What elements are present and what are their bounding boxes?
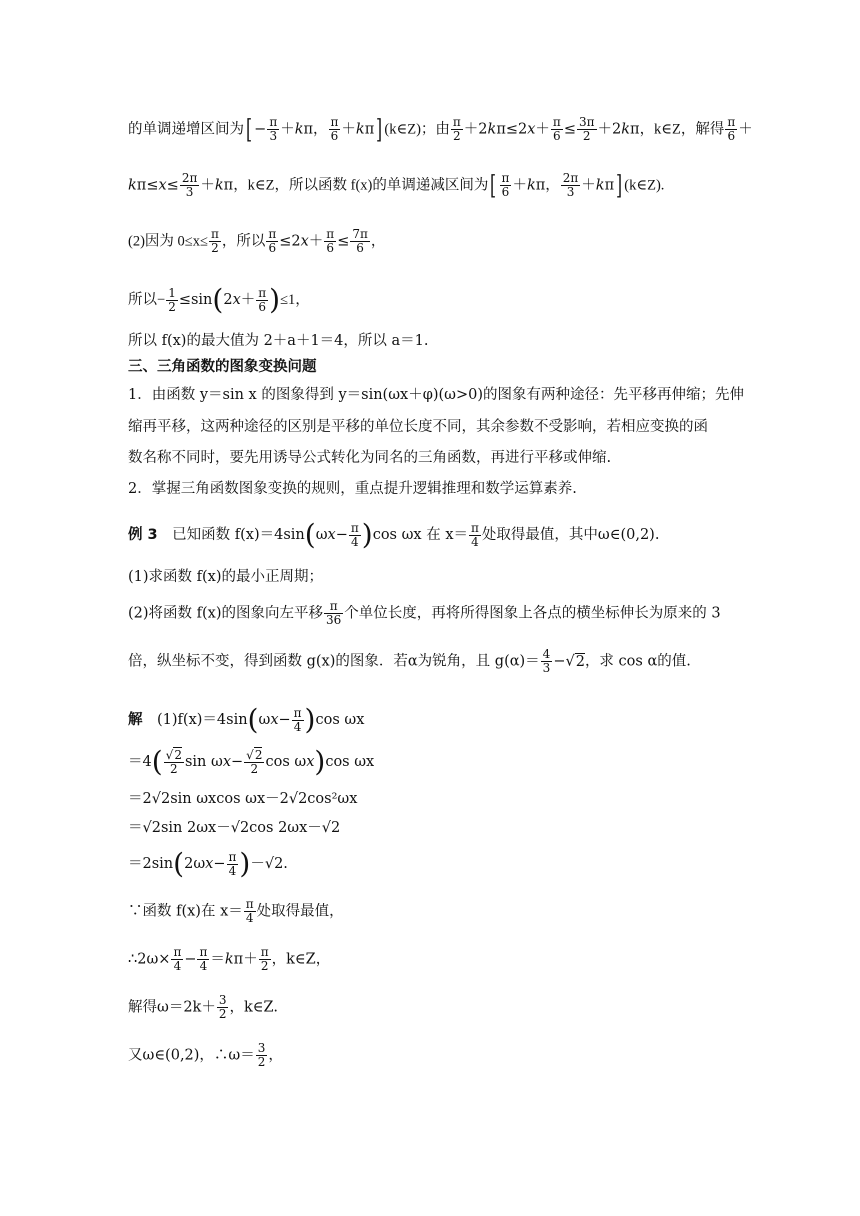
text-segment: 解得ω＝2k＋ <box>128 999 216 1016</box>
line-sin-bound: 所以− $\frac{1}{2}$ ≤sin(2x＋ $\frac{\pi}{6}$ )≤1， <box>128 283 310 316</box>
text-segment: ＝2sin <box>128 856 174 872</box>
solution-line-6: ∵函数 f(x)在 x＝ $\frac{\pi}{4}$ 处取得最值， <box>128 897 344 925</box>
paragraph-line: 缩再平移，这两种途径的区别是平移的单位长度不同，其余参数不受影响，若相应变换的函 <box>128 419 708 435</box>
text-segment: cos ωx <box>325 754 375 770</box>
question-2-line-1: (2)将函数 f(x)的图象向左平移 $\frac{\pi}{36}$ 个单位长度，再将所得图象上各点的横坐标伸长为原来的 3 <box>128 599 721 627</box>
text-segment: ∴2ω× <box>128 951 171 968</box>
text-segment: ，k∈Z. <box>229 999 278 1016</box>
text-segment: (1)f(x)＝4sin <box>157 712 248 728</box>
paragraph-line: 2．掌握三角函数图象变换的规则，重点提升逻辑推理和数学运算素养. <box>128 481 577 497</box>
text-segment: ＝4 <box>128 754 152 770</box>
paragraph-line: 1．由函数 y＝sin x 的图象得到 y＝sin(ωx＋φ)(ω>0)的图象有两种途径：先平移再伸缩；先伸 <box>128 387 745 403</box>
text-segment: 处取得最值， <box>256 903 344 920</box>
text-segment: －√2. <box>250 856 288 872</box>
text-segment: ，求 cos α的值. <box>584 653 691 670</box>
text-segment: 的单调递增区间为 <box>128 121 244 138</box>
text-segment: 倍，纵坐标不变，得到函数 g(x)的图象．若α为锐角，且 g(α)＝ <box>128 653 540 670</box>
solution-line-9: 又ω∈(0,2)，∴ω＝ $\frac{3}{2}$ ， <box>128 1041 283 1069</box>
text-segment: (k∈Z). <box>624 177 665 194</box>
example-label: 例 3 <box>128 527 158 543</box>
text-segment: 所以− <box>128 292 166 308</box>
example-3-statement: 例 3 已知函数 f(x)＝4sin(ωx− $\frac{\pi}{4}$ )cos ωx 在 x＝ $\frac{\pi}{4}$ 处取得最值，其中ω∈(0,2). <box>128 518 660 551</box>
text-segment: ，k∈Z， <box>271 951 331 968</box>
solution-line-8: 解得ω＝2k＋ $\frac{3}{2}$ ，k∈Z. <box>128 993 278 1021</box>
solution-line-7: ∴2ω× $\frac{\pi}{4}$ − $\frac{\pi}{4}$ ＝kπ＋ $\frac{\pi}{2}$ ，k∈Z， <box>128 945 331 973</box>
text-segment: ≤1， <box>280 292 310 308</box>
text-segment: 已知函数 f(x)＝4sin <box>172 527 305 543</box>
text-segment: 个单位长度，再将所得图象上各点的横坐标伸长为原来的 3 <box>344 605 721 622</box>
text-segment: ， <box>268 1047 283 1064</box>
solution-line-1: 解 (1)f(x)＝4sin(ωx− $\frac{\pi}{4}$ )cos ωx <box>128 703 365 736</box>
solution-line-4: ＝√2sin 2ωx－√2cos 2ωx－√2 <box>128 820 341 836</box>
text-segment: ，k∈Z，解得 <box>639 121 725 138</box>
question-2-line-2: 倍，纵坐标不变，得到函数 g(x)的图象．若α为锐角，且 g(α)＝ $\frac{4}{3}$ −√2，求 cos α的值. <box>128 647 691 675</box>
solution-line-2: ＝4( $\frac{√2}{2}$ sin ωx− $\frac{√2}{2}$ cos ωx)cos ωx <box>128 745 375 778</box>
text-segment: (2)因为 0≤x≤ <box>128 233 208 250</box>
text-segment: (k∈Z)；由 <box>384 121 450 138</box>
text-segment: cos ωx <box>315 712 365 728</box>
solution-label: 解 <box>128 712 143 728</box>
paragraph-line: 数名称不同时，要先用诱导公式转化为同名的三角函数，再进行平移或伸缩. <box>128 450 612 466</box>
text-segment: ，所以 <box>221 233 266 250</box>
text-segment: cos ωx 在 x＝ <box>372 527 469 543</box>
solution-line-3: ＝2√2sin ωxcos ωx－2√2cos²ωx <box>128 791 358 807</box>
solution-line-5: ＝2sin(2ωx− $\frac{\pi}{4}$ )－√2. <box>128 847 288 880</box>
text-segment: 处取得最值，其中ω∈(0,2). <box>481 527 660 543</box>
line-part2-range: (2)因为 0≤x≤ $\frac{\pi}{2}$ ，所以 $\frac{\pi}{6}$ ≤2x＋ $\frac{\pi}{6}$ ≤ $\frac{7\pi}{6}$ ， <box>128 227 386 255</box>
text-segment: (2)将函数 f(x)的图象向左平移 <box>128 605 324 622</box>
question-1: (1)求函数 f(x)的最小正周期； <box>128 569 324 585</box>
text-segment: ∵函数 f(x)在 x＝ <box>128 903 243 920</box>
line-decreasing-interval: kπ≤x≤ $\frac{2\pi}{3}$ ＋kπ，k∈Z，所以函数 f(x)的单调递减区间为[ $\frac{\pi}{6}$ ＋kπ， $\frac{2\pi}{3}$ ＋kπ] (k∈Z). <box>128 170 665 201</box>
text-segment: 又ω∈(0,2)，∴ω＝ <box>128 1047 255 1064</box>
text-segment: ，k∈Z，所以函数 f(x)的单调递减区间为 <box>233 177 489 194</box>
section-heading: 三、三角函数的图象变换问题 <box>128 359 317 375</box>
line-increasing-interval: 的单调递增区间为[ − $\frac{\pi}{3}$ ＋kπ， $\frac{\pi}{6}$ ＋kπ] (k∈Z)；由 $\frac{\pi}{2}$ ＋2kπ≤2x＋ $\frac{\pi}{6}$ ≤ $\frac{3\pi}{2}$ ＋2kπ，k∈Z，解得 $\frac{\pi}{6}$ ＋ <box>128 114 753 145</box>
line-max-value: 所以 f(x)的最大值为 2＋a＋1＝4，所以 a＝1. <box>128 333 429 349</box>
